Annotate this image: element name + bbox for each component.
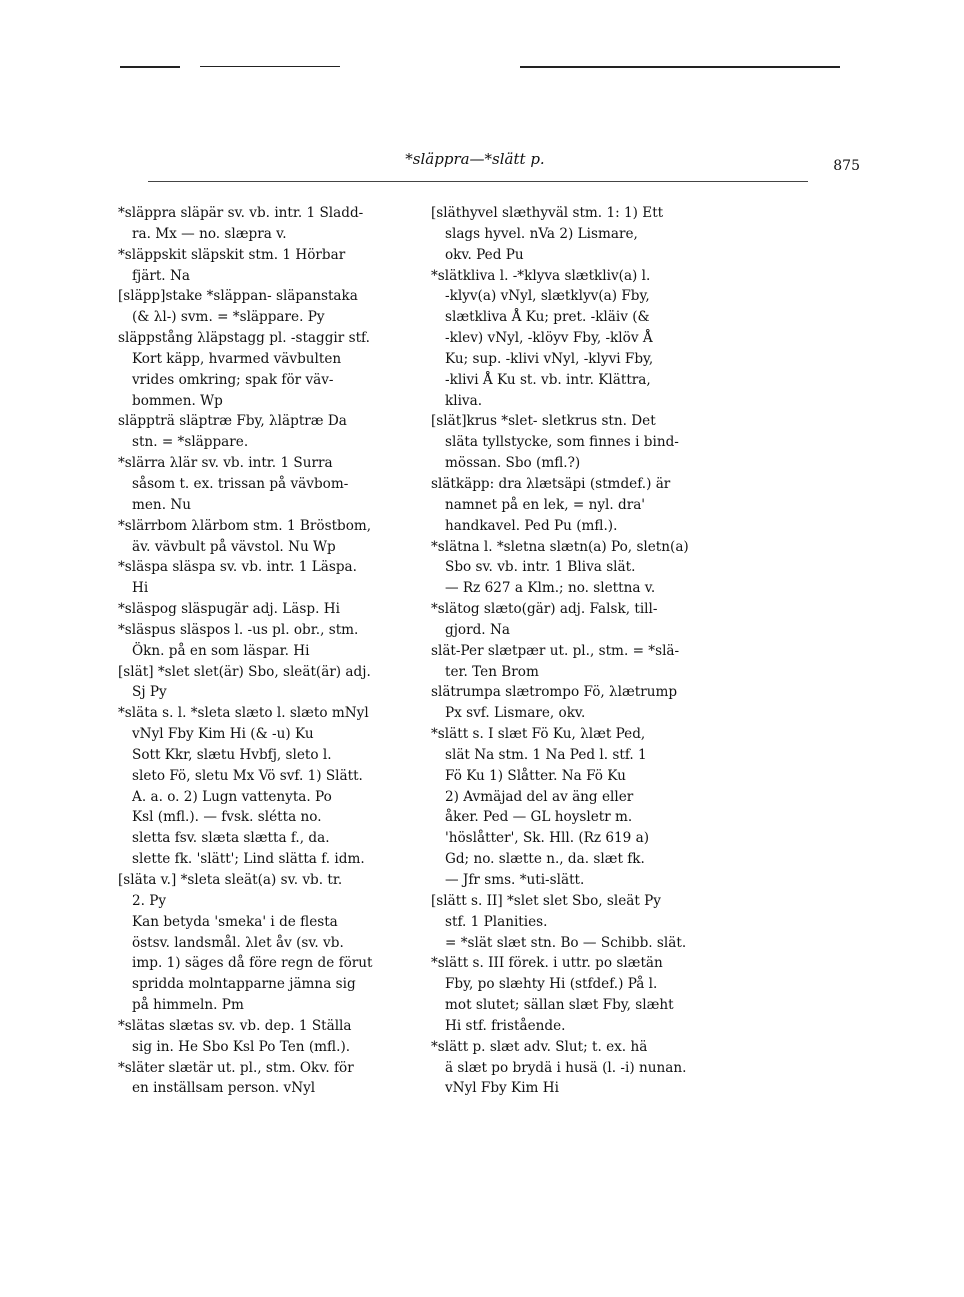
text-line: såsom t. ex. trissan på vävbom- [132, 475, 349, 492]
text-line: 'höslåtter', Sk. Hll. (Rz 619 a) [445, 830, 650, 847]
text-line: Ksl (mfl.). — fvsk. slétta no. [132, 809, 322, 826]
text-line: fjärt. Na [132, 267, 190, 284]
text-line: släta tyllstycke, som finnes i bind- [445, 434, 679, 451]
text-line: kliva. [445, 392, 483, 409]
text-line: *slätt p. slæt adv. Slut; t. ex. hä [431, 1038, 648, 1055]
text-line: *slärrbom λlärbom stm. 1 Bröstbom, [118, 517, 372, 534]
text-line: -klivi Å Ku st. vb. intr. Klättra, [445, 371, 651, 388]
text-line: slätrumpa slætrompo Fö, λlætrump [431, 684, 678, 701]
text-line: slät Na stm. 1 Na Ped l. stf. 1 [445, 746, 647, 763]
text-line: ä slæt po brydä i husä (l. -i) nunan. [445, 1059, 687, 1076]
text-line: *slätna l. *sletna slætn(a) Po, sletn(a) [431, 538, 689, 555]
text-line: slätkäpp: dra λlætsäpi (stmdef.) är [431, 475, 671, 492]
text-line: = *slät slæt stn. Bo — Schibb. slät. [445, 934, 687, 951]
text-line: okv. Ped Pu [445, 246, 524, 263]
text-line: på himmeln. Pm [132, 997, 244, 1014]
running-head: *släppra—*slätt p. [405, 150, 545, 168]
text-line: *slätkliva l. -*klyva slætkliv(a) l. [431, 267, 651, 284]
text-line: *släspa släspa sv. vb. intr. 1 Läspa. [118, 559, 357, 576]
text-line: Px svf. Lismare, okv. [445, 705, 586, 722]
text-line: — Jfr sms. *uti-slätt. [445, 872, 585, 888]
scan-edge-line-right [520, 66, 840, 68]
text-line: stf. 1 Planities. [445, 913, 548, 930]
text-line: Sott Kkr, slætu Hvbfj, sleto l. [132, 746, 332, 763]
text-line: Sj Py [132, 684, 167, 701]
text-line: åker. Ped — GL hoysletr m. [445, 809, 633, 826]
text-line: slags hyvel. nVa 2) Lismare, [445, 225, 638, 242]
text-line: äv. vävbult på vävstol. Nu Wp [132, 538, 336, 555]
text-line: *släppra släpär sv. vb. intr. 1 Sladd- [118, 205, 364, 221]
text-line: [släpp]stake *släppan- släpanstaka [118, 288, 358, 305]
text-line: *slätt s. III förek. i uttr. po slætän [431, 955, 663, 972]
text-line: stn. = *släppare. [132, 434, 249, 451]
text-line: — Rz 627 a Klm.; no. slettna v. [445, 580, 656, 597]
text-line: [släthyvel slæthyväl stm. 1: 1) Ett [431, 205, 664, 221]
text-line: Kort käpp, hvarmed vävbulten [132, 350, 342, 367]
text-line: Sbo sv. vb. intr. 1 Bliva slät. [445, 559, 636, 576]
text-line: Fö Ku 1) Slåtter. Na Fö Ku [445, 767, 626, 784]
text-line: *släspus släspos l. -us pl. obr., stm. [118, 621, 359, 638]
text-line: 2. Py [132, 892, 167, 909]
text-line: ra. Mx — no. slæpra v. [132, 225, 287, 242]
text-line: men. Nu [132, 496, 191, 513]
text-line: sletta fsv. slæta slætta f., da. [132, 830, 330, 847]
text-line: [släta v.] *sleta sleät(a) sv. vb. tr. [118, 872, 343, 888]
text-line: -klev) vNyl, -klöyv Fby, -klöv Å [445, 330, 653, 347]
text-line: ter. Ten Brom [445, 663, 539, 680]
text-line: imp. 1) säges då före regn de förut [132, 955, 373, 972]
text-line: Hi stf. fristående. [445, 1017, 566, 1034]
left-column [118, 203, 408, 1099]
text-line: *slätt s. I slæt Fö Ku, λlæt Ped, [431, 726, 646, 743]
header-rule [148, 181, 808, 182]
text-line: Ökn. på en som läspar. Hi [132, 642, 310, 659]
text-line: namnet på en lek, = nyl. dra' [445, 496, 646, 513]
text-line: en inställsam person. vNyl [132, 1080, 316, 1097]
right-column [431, 203, 721, 1099]
text-line: vNyl Fby Kim Hi [445, 1080, 559, 1097]
text-line: släppstång λläpstagg pl. -staggir stf. [118, 330, 370, 347]
text-line: bommen. Wp [132, 392, 223, 409]
text-line: *slätog slæto(gär) adj. Falsk, till- [431, 601, 658, 618]
page-number: 875 [833, 158, 860, 174]
text-line: *släta s. l. *sleta slæto l. slæto mNyl [118, 705, 369, 722]
text-line: gjord. Na [445, 621, 510, 638]
text-line: *slärra λlär sv. vb. intr. 1 Surra [118, 455, 333, 472]
text-line: vNyl Fby Kim Hi (& -u) Ku [132, 726, 314, 743]
scan-edge-line-middle [200, 66, 340, 67]
text-line: 2) Avmäjad del av äng eller [445, 788, 634, 805]
text-line: *slätas slætas sv. vb. dep. 1 Ställa [118, 1017, 352, 1034]
text-line: vrides omkring; spak för väv- [132, 371, 334, 388]
text-line: Ku; sup. -klivi vNyl, -klyvi Fby, [445, 350, 654, 367]
text-line: spridda molntapparne jämna sig [132, 976, 356, 993]
text-line: slette fk. 'slätt'; Lind slätta f. idm. [132, 851, 365, 868]
page-header [110, 150, 860, 180]
text-line: mot slutet; sällan slæt Fby, slæht [445, 997, 674, 1014]
text-line: A. a. o. 2) Lugn vattenyta. Po [132, 788, 332, 805]
text-line: sleto Fö, sletu Mx Vö svf. 1) Slätt. [132, 767, 363, 784]
text-line: Kan betyda 'smeka' i de flesta [132, 913, 338, 930]
text-line: östsv. landsmål. λlet åv (sv. vb. [132, 934, 344, 951]
text-line: -klyv(a) vNyl, slætklyv(a) Fby, [445, 288, 650, 305]
text-line: *släspog släspugär adj. Läsp. Hi [118, 601, 340, 618]
text-line: handkavel. Ped Pu (mfl.). [445, 517, 618, 534]
text-line: *släter slætär ut. pl., stm. Okv. för [118, 1059, 354, 1076]
text-line: sig in. He Sbo Ksl Po Ten (mfl.). [132, 1038, 351, 1055]
text-line: Hi [132, 580, 149, 597]
text-line: Fby, po slæhty Hi (stfdef.) På l. [445, 976, 658, 993]
text-line: släppträ släptræ Fby, λläptræ Da [118, 413, 347, 430]
text-line: (& λl-) svm. = *släppare. Py [132, 309, 325, 326]
text-line: [slät] *slet slet(är) Sbo, sleät(är) adj. [118, 663, 371, 680]
text-line: slætkliva Å Ku; pret. -kläiv (& [445, 309, 650, 326]
text-line: slät-Per slætpær ut. pl., stm. = *slä- [431, 642, 680, 659]
text-line: Gd; no. slætte n., da. slæt fk. [445, 851, 645, 868]
scan-edge-line-left [120, 66, 180, 68]
text-line: *släppskit släpskit stm. 1 Hörbar [118, 246, 346, 263]
text-line: [slät]krus *slet- sletkrus stn. Det [431, 413, 656, 430]
text-line: [slätt s. II] *slet slet Sbo, sleät Py [431, 892, 661, 909]
text-line: mössan. Sbo (mfl.?) [445, 455, 581, 472]
